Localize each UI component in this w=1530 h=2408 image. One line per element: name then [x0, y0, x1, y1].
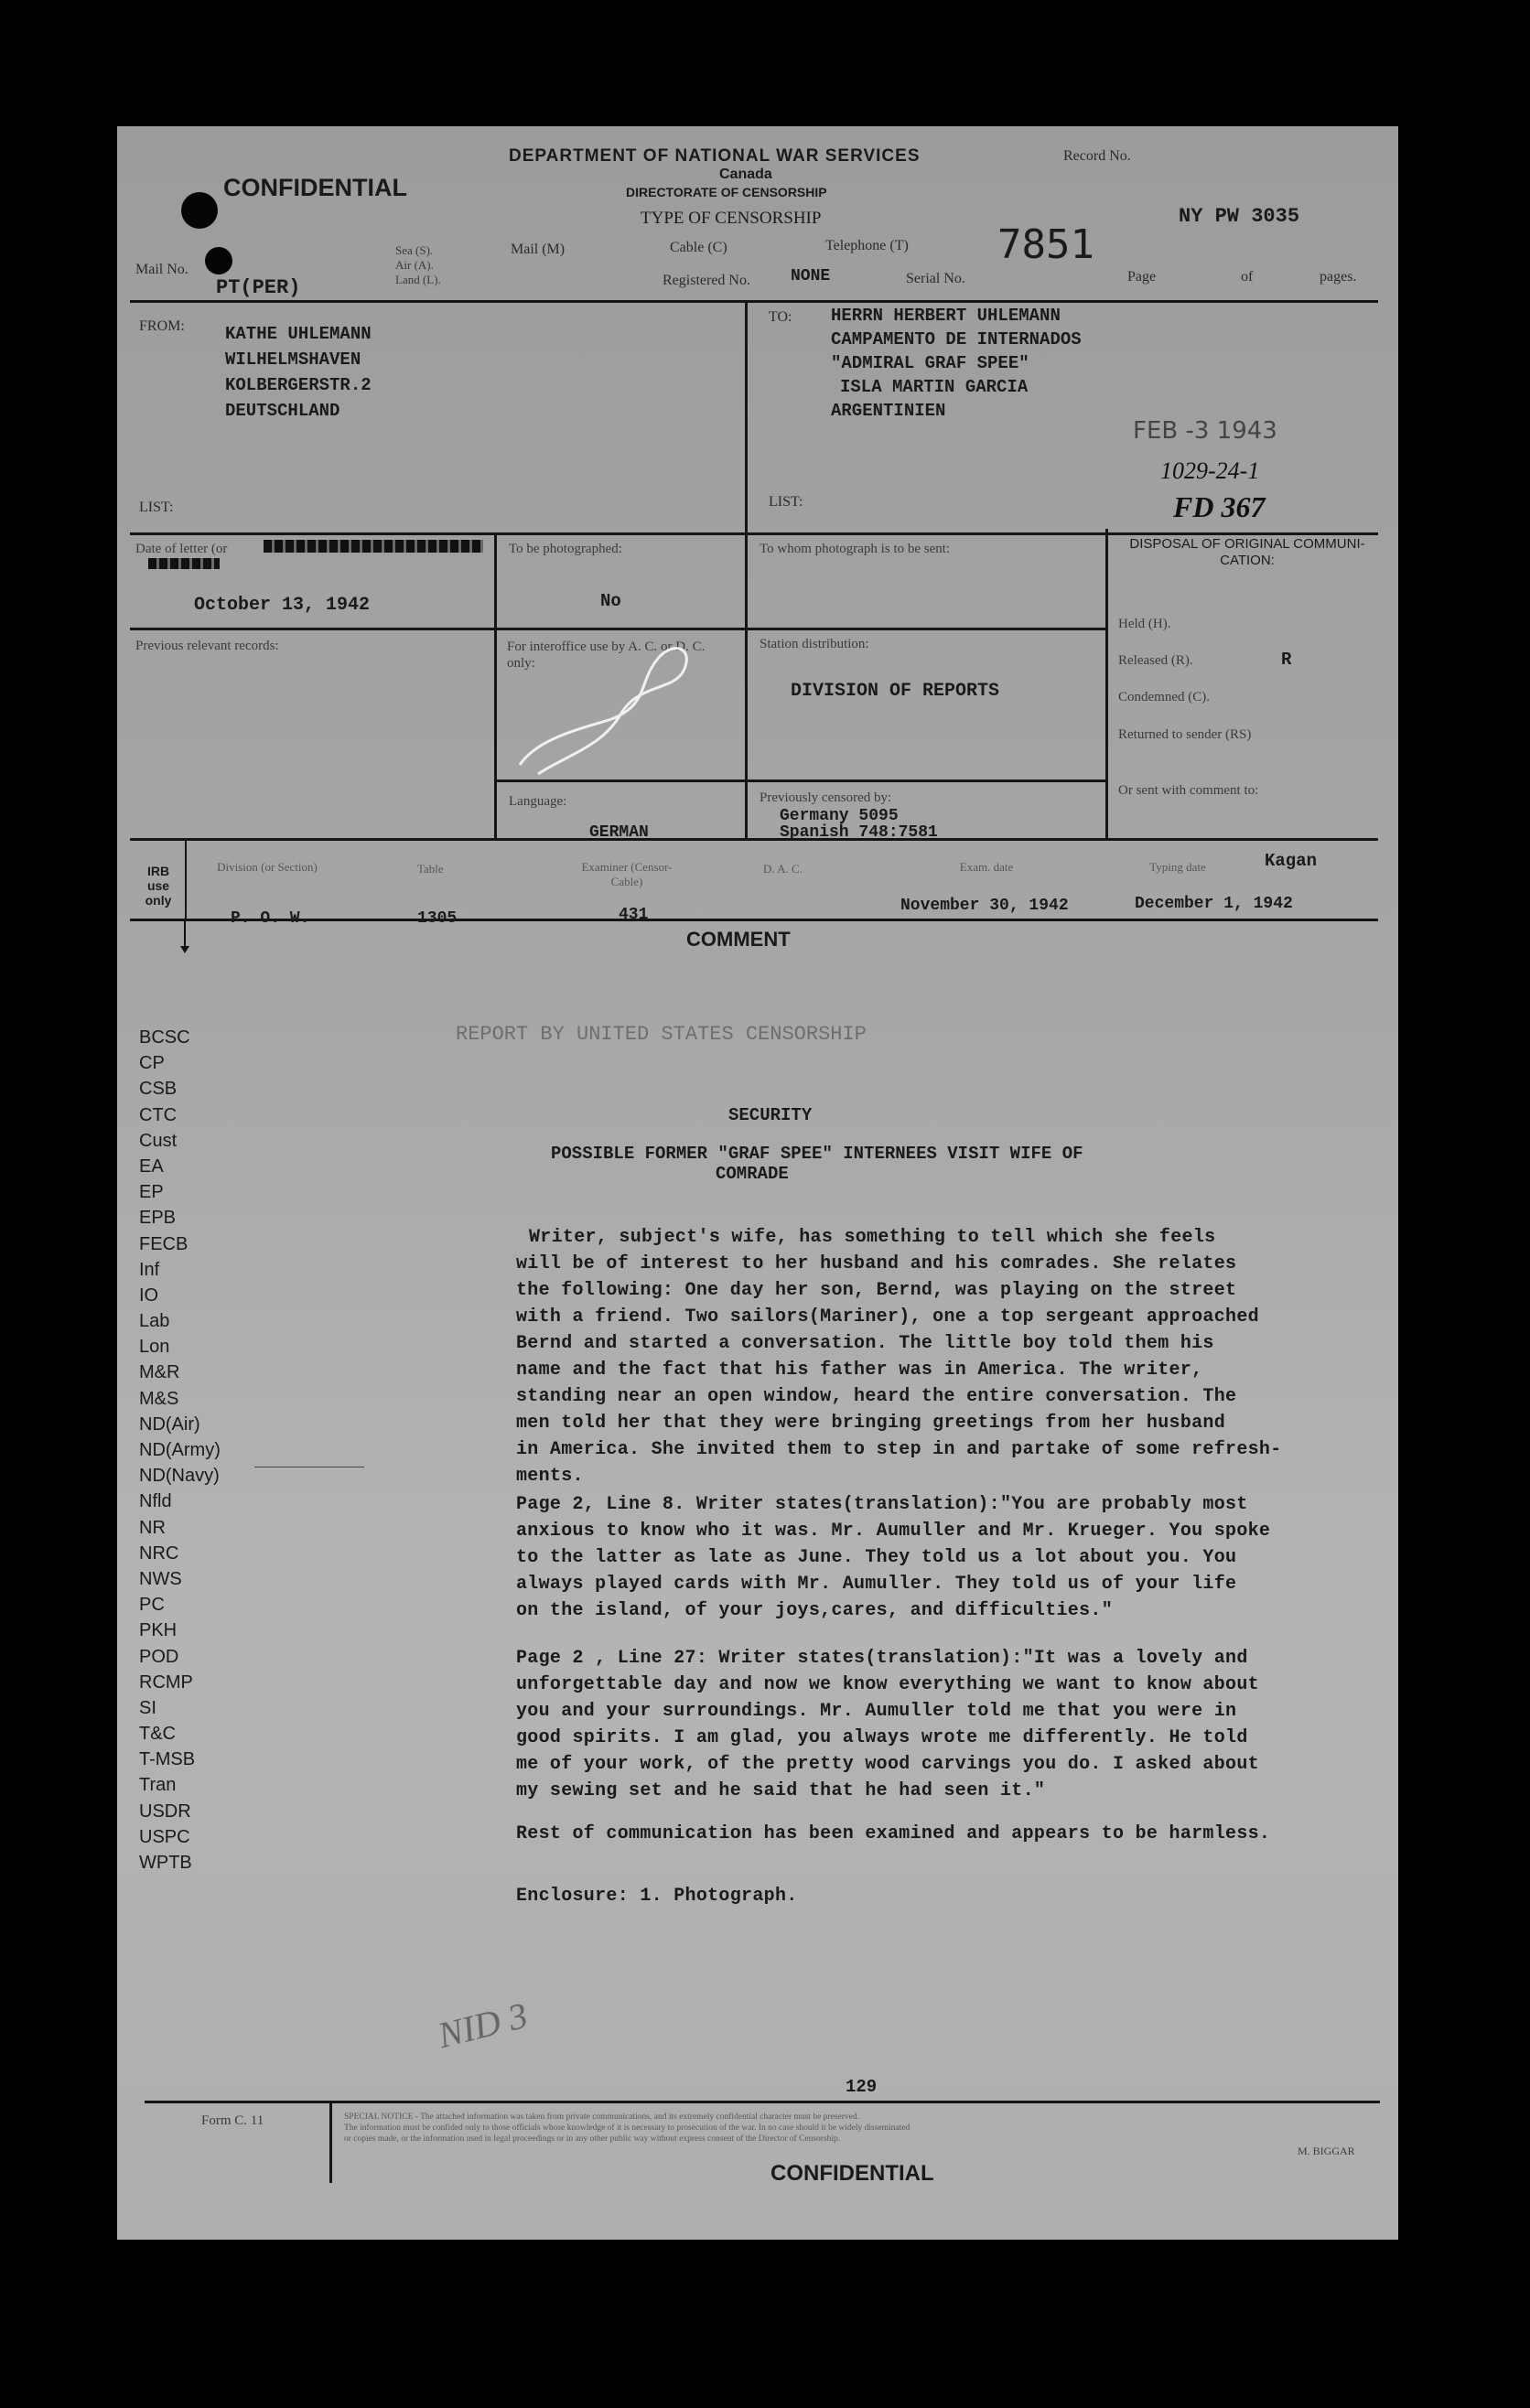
- code-item: T&C: [139, 1724, 176, 1745]
- paragraph-line: men told her that they were bringing greetings from her husband: [516, 1413, 1226, 1434]
- code-item: EA: [139, 1156, 164, 1177]
- report-by-heading: REPORT BY UNITED STATES CENSORSHIP: [456, 1023, 867, 1046]
- language-value: GERMAN: [589, 823, 649, 842]
- irb-label-text: IRB use only: [145, 864, 172, 908]
- code-item: ND(Navy): [139, 1466, 220, 1487]
- rule-1: [130, 300, 1378, 303]
- mail-no-value: PT(PER): [216, 276, 301, 299]
- rule-6: [130, 919, 1378, 921]
- code-item: Lab: [139, 1311, 170, 1332]
- paragraph-line: standing near an open window, heard the entire conversation. The: [516, 1386, 1237, 1407]
- code-item: USPC: [139, 1826, 190, 1847]
- from-list-label: LIST:: [139, 500, 174, 515]
- mail-no-label: Mail No.: [135, 262, 189, 277]
- to-line-1: HERRN HERBERT UHLEMANN: [831, 306, 1061, 326]
- punch-hole-middle: [205, 247, 232, 274]
- paragraph-line: me of your work, of the pretty wood carvings you do. I asked about: [516, 1754, 1259, 1775]
- registered-value: NONE: [791, 267, 831, 285]
- code-item: EPB: [139, 1208, 177, 1229]
- code-item: SI: [139, 1697, 156, 1718]
- from-line-2: WILHELMSHAVEN: [225, 349, 361, 370]
- from-label: FROM:: [139, 318, 185, 334]
- dept-line3: DIRECTORATE OF CENSORSHIP: [626, 185, 827, 199]
- previously-censored-label: Previously censored by:: [760, 790, 892, 805]
- comment-paragraph-1: [516, 1224, 1282, 1489]
- comment-paragraph-2: [516, 1491, 1270, 1624]
- handwritten-nid: NID 3: [434, 1994, 532, 2057]
- table-label: Table: [417, 862, 444, 876]
- dept-line1: DEPARTMENT OF NATIONAL WAR SERVICES: [509, 146, 921, 166]
- director-signature: M. BIGGAR: [1298, 2145, 1355, 2157]
- code-item: CP: [139, 1053, 165, 1074]
- code-item: IO: [139, 1285, 159, 1306]
- code-item: RCMP: [139, 1672, 193, 1693]
- confidential-bottom: CONFIDENTIAL: [770, 2161, 934, 2186]
- code-item: Lon: [139, 1337, 170, 1358]
- paragraph-line: Writer, subject's wife, has something to tell which she feels: [529, 1227, 1216, 1248]
- code-item: ND(Air): [139, 1414, 200, 1435]
- to-be-photographed-value: No: [600, 591, 621, 611]
- type-of-censorship-label: TYPE OF CENSORSHIP: [641, 209, 822, 228]
- code-item: T-MSB: [139, 1749, 196, 1770]
- to-label: TO:: [769, 309, 792, 325]
- registered-label: Registered No.: [663, 273, 750, 288]
- notice-line-1: SPECIAL NOTICE - The attached information was taken from private communications, and its extremely confidential character must be preserved.: [344, 2112, 859, 2122]
- sea-label: Sea (S).: [395, 243, 434, 257]
- handwritten-fd-number: FD 367: [1173, 490, 1266, 523]
- code-item: POD: [139, 1646, 179, 1667]
- exam-date-value: November 30, 1942: [900, 897, 1069, 915]
- typist-name: Kagan: [1265, 851, 1318, 871]
- code-item: M&S: [139, 1388, 179, 1409]
- serial-label: Serial No.: [906, 271, 965, 286]
- paragraph-line: anxious to know who it was. Mr. Aumuller and Mr. Krueger. You spoke: [516, 1521, 1271, 1542]
- land-label: Land (L).: [395, 273, 441, 286]
- date-of-letter-label: Date of letter (or: [135, 542, 228, 556]
- handwritten-scribble: [511, 628, 730, 783]
- date-label-redaction-2: [148, 558, 220, 569]
- rule-2: [130, 532, 1378, 535]
- distribution-codes: [139, 1025, 221, 1876]
- interoffice-label-text: For interoffice use by A. C. or D. C. only:: [507, 640, 706, 671]
- paragraph-line: you and your surroundings. Mr. Aumuller told me that you were in: [516, 1701, 1237, 1722]
- subject-line-2: COMRADE: [716, 1164, 789, 1184]
- dac-label: D. A. C.: [763, 862, 803, 876]
- page-number: 129: [846, 2077, 878, 2097]
- table-value: 1305: [417, 909, 458, 928]
- cable-label: Cable (C): [670, 240, 727, 255]
- record-ref: NY PW 3035: [1179, 205, 1300, 228]
- previously-censored-2: Spanish 748:7581: [780, 823, 938, 842]
- paragraph-line: unforgettable day and now we know everything we want to know about: [516, 1674, 1259, 1695]
- to-line-3: "ADMIRAL GRAF SPEE": [831, 353, 1029, 373]
- code-item: Cust: [139, 1130, 178, 1151]
- paragraph-line: Page 2, Line 8. Writer states(translation):"You are probably most: [516, 1494, 1248, 1515]
- condemned-label: Condemned (C).: [1118, 690, 1210, 704]
- irb-label: [135, 864, 181, 908]
- language-label: Language:: [509, 794, 567, 809]
- code-item: PC: [139, 1595, 165, 1616]
- rule-5: [130, 838, 1378, 841]
- telephone-label: Telephone (T): [825, 238, 909, 253]
- paragraph-line: my sewing set and he said that he had seen it.": [516, 1780, 1046, 1801]
- paragraph-line: good spirits. I am glad, you always wrote me differently. He told: [516, 1727, 1248, 1748]
- paragraph-line: will be of interest to her husband and his comrades. She relates: [516, 1253, 1237, 1274]
- to-be-photographed-label: To be photographed:: [509, 542, 622, 556]
- released-mark: R: [1281, 650, 1292, 670]
- held-label: Held (H).: [1118, 617, 1171, 631]
- examiner-label-text: Examiner (Censor-Cable): [581, 860, 673, 888]
- footer-divider: [329, 2101, 332, 2183]
- examiner-value: 431: [619, 906, 649, 924]
- to-whom-photograph-label: To whom photograph is to be sent:: [760, 542, 951, 556]
- date-of-letter-value: October 13, 1942: [194, 595, 371, 616]
- special-notice: [344, 2112, 910, 2145]
- disposal-title: [1124, 536, 1371, 569]
- code-item: NR: [139, 1517, 166, 1538]
- disposal-title-text: DISPOSAL OF ORIGINAL COMMUNI-CATION:: [1129, 536, 1365, 568]
- notice-line-2: The information must be confided only to those officials whose knowledge of it is necessary to prosecution of the war. In no case should it be widely disseminated: [344, 2123, 910, 2133]
- censorship-form-sheet: [117, 126, 1398, 2240]
- exam-date-label: [959, 860, 1014, 875]
- date-label-redaction: [264, 540, 483, 553]
- code-item: WPTB: [139, 1853, 192, 1873]
- comment-heading: COMMENT: [686, 928, 791, 951]
- mail-label: Mail (M): [511, 242, 566, 257]
- station-distribution-value: DIVISION OF REPORTS: [791, 681, 1000, 702]
- to-line-5: ARGENTINIEN: [831, 401, 946, 421]
- notice-line-3: or copies made, or the information used in legal proceedings or in any other public way without express consent of the Director of Censorship.: [344, 2134, 841, 2144]
- code-item: Inf: [139, 1259, 160, 1280]
- page-label: Page: [1127, 269, 1157, 285]
- code-item: BCSC: [139, 1027, 190, 1048]
- examiner-label: [576, 860, 677, 889]
- serial-value: 7851: [997, 221, 1094, 268]
- from-to-divider: [745, 300, 748, 532]
- punch-hole-top: [181, 192, 218, 229]
- exam-date-label-text: Exam. date: [959, 860, 1014, 874]
- division-label-text: Division (or Section): [217, 860, 318, 874]
- paragraph-line: always played cards with Mr. Aumuller. They told us of your life: [516, 1574, 1237, 1595]
- security-heading: SECURITY: [728, 1105, 813, 1125]
- returned-label: [1118, 726, 1255, 743]
- record-no-label: Record No.: [1063, 148, 1131, 164]
- down-arrow-icon: [179, 919, 190, 955]
- paragraph-line: ments.: [516, 1466, 584, 1487]
- irb-divider: [185, 840, 187, 919]
- air-label: Air (A).: [395, 258, 434, 272]
- subject-line-1: POSSIBLE FORMER "GRAF SPEE" INTERNEES VISIT WIFE OF: [551, 1144, 1083, 1164]
- from-line-3: KOLBERGERSTR.2: [225, 375, 372, 395]
- handwritten-reference: 1029-24-1: [1160, 457, 1260, 484]
- paragraph-line: with a friend. Two sailors(Mariner), one a top sergeant approached: [516, 1306, 1259, 1328]
- code-item: CTC: [139, 1104, 178, 1125]
- code-item: PKH: [139, 1620, 178, 1641]
- from-line-4: DEUTSCHLAND: [225, 401, 340, 421]
- division-value: P. O. W.: [231, 909, 310, 928]
- comment-paragraph-4: Rest of communication has been examined and appears to be harmless.: [516, 1823, 1271, 1844]
- returned-label-text: Returned to sender (RS): [1118, 727, 1252, 742]
- form-label: Form C. 11: [201, 2113, 264, 2128]
- pages-label: pages.: [1320, 269, 1357, 285]
- paragraph-line: Page 2 , Line 27: Writer states(translation):"It was a lovely and: [516, 1648, 1248, 1669]
- of-label: of: [1241, 269, 1254, 285]
- paragraph-line: in America. She invited them to step in and partake of some refresh-: [516, 1439, 1282, 1460]
- typing-date-label-text: Typing date: [1149, 860, 1206, 874]
- paragraph-line: name and the fact that his father was in America. The writer,: [516, 1360, 1203, 1381]
- dept-line2: Canada: [719, 167, 772, 182]
- paragraph-line: on the island, of your joys,cares, and difficulties.": [516, 1600, 1114, 1621]
- code-item: NWS: [139, 1568, 182, 1589]
- code-item: USDR: [139, 1801, 191, 1822]
- col-divider-b: [745, 532, 748, 838]
- previous-records-label: Previous relevant records:: [135, 639, 279, 653]
- col-divider-c: [1105, 529, 1108, 840]
- comment-paragraph-3: [516, 1645, 1259, 1804]
- to-line-2: CAMPAMENTO DE INTERNADOS: [831, 329, 1082, 349]
- code-item: Tran: [139, 1775, 177, 1796]
- division-label: [212, 860, 322, 875]
- code-item: EP: [139, 1182, 164, 1203]
- released-label: Released (R).: [1118, 653, 1193, 668]
- col-divider-a: [494, 532, 497, 838]
- code-item: FECB: [139, 1233, 189, 1254]
- to-list-label: LIST:: [769, 494, 803, 510]
- previously-censored-1: Germany 5095: [780, 807, 899, 825]
- code-item: ND(Army): [139, 1440, 221, 1460]
- to-line-4: ISLA MARTIN GARCIA: [840, 377, 1029, 397]
- code-item: M&R: [139, 1362, 180, 1383]
- received-date-stamp: FEB -3 1943: [1133, 417, 1277, 445]
- typing-date-label: [1146, 860, 1210, 875]
- paragraph-line: to the latter as late as June. They told us a lot about you. You: [516, 1547, 1237, 1568]
- from-line-1: KATHE UHLEMANN: [225, 324, 372, 344]
- confidential-top: CONFIDENTIAL: [223, 174, 407, 201]
- code-item: CSB: [139, 1079, 178, 1100]
- enclosure-line: Enclosure: 1. Photograph.: [516, 1886, 798, 1907]
- station-distribution-label: Station distribution:: [760, 637, 869, 651]
- sent-with-comment-label: Or sent with comment to:: [1118, 783, 1259, 798]
- code-item: Nfld: [139, 1491, 172, 1512]
- paragraph-line: Bernd and started a conversation. The little boy told them his: [516, 1333, 1214, 1354]
- paragraph-line: the following: One day her son, Bernd, was playing on the street: [516, 1280, 1237, 1301]
- code-item: NRC: [139, 1543, 179, 1564]
- typing-date-value: December 1, 1942: [1135, 895, 1293, 913]
